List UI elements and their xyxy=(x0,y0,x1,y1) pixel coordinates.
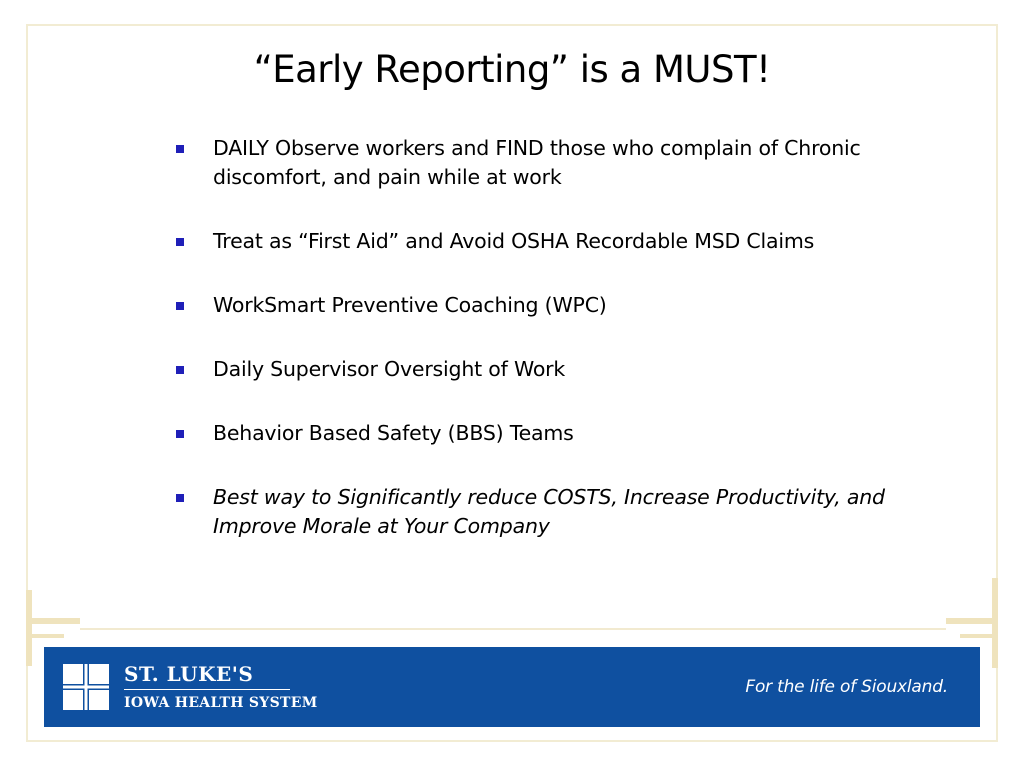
bullet-item-emphasis xyxy=(174,483,914,541)
divider-line xyxy=(80,628,946,630)
bullet-text: Treat as “First Aid” and Avoid OSHA Recordable MSD Claims xyxy=(213,229,815,253)
square-bullet-icon xyxy=(176,430,184,438)
bullet-item xyxy=(174,291,914,320)
square-bullet-icon xyxy=(176,366,184,374)
bullet-item xyxy=(174,227,914,256)
logo-rule xyxy=(124,689,290,690)
left-ornament-vertical xyxy=(26,590,32,666)
footer-bar xyxy=(44,647,980,727)
square-bullet-icon xyxy=(176,238,184,246)
bullet-list xyxy=(174,134,914,576)
right-ornament-horizontal xyxy=(946,618,998,624)
bullet-item xyxy=(174,419,914,448)
left-ornament-horizontal xyxy=(26,618,80,624)
square-bullet-icon xyxy=(176,494,184,502)
logo-subtitle: IOWA HEALTH SYSTEM xyxy=(124,695,318,711)
logo-name: ST. LUKE'S xyxy=(124,662,254,686)
square-bullet-icon xyxy=(176,145,184,153)
bullet-text: Daily Supervisor Oversight of Work xyxy=(213,357,566,381)
bullet-text: DAILY Observe workers and FIND those who complain of Chronic discomfort, and pain while at work xyxy=(213,136,861,189)
cross-logo-icon xyxy=(63,664,109,710)
bullet-text: WorkSmart Preventive Coaching (WPC) xyxy=(213,293,607,317)
square-bullet-icon xyxy=(176,302,184,310)
bullet-item xyxy=(174,355,914,384)
slide-title: “Early Reporting” is a MUST! xyxy=(253,48,771,91)
bullet-item xyxy=(174,134,914,192)
bullet-text: Best way to Significantly reduce COSTS, Increase Productivity, and Improve Morale at Your Company xyxy=(213,485,885,538)
footer-tagline: For the life of Siouxland. xyxy=(745,677,948,697)
bullet-text: Behavior Based Safety (BBS) Teams xyxy=(213,421,574,445)
right-ornament-vertical xyxy=(992,578,998,668)
